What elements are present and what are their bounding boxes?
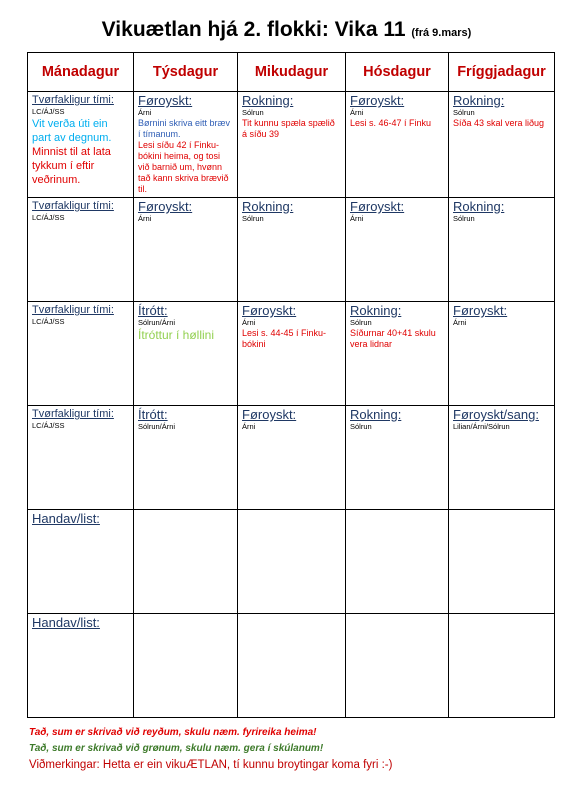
teacher-label: Sólrun: [350, 318, 372, 327]
subject-label: Føroyskt:: [453, 303, 508, 318]
day-header-row: [28, 53, 555, 92]
schedule-cell: [28, 198, 134, 302]
schedule-cell: [28, 302, 134, 406]
note-text: Minnist til at lata tykkum í eftir veðrinum.: [32, 146, 111, 186]
page-title: [0, 18, 573, 42]
teacher-label: Sólrun: [242, 214, 264, 223]
schedule-cell: [449, 92, 555, 198]
subject-label: Ítrótt:: [138, 303, 168, 318]
teacher-label: Árni: [242, 422, 256, 431]
subject-label: Føroyskt:: [138, 199, 193, 214]
teacher-label: Lilian/Árni/Sólrun: [453, 422, 510, 431]
subject-label: Rokning:: [242, 199, 294, 214]
subject-label: Rokning:: [453, 199, 505, 214]
note-text: Lesi s. 46-47 í Finku: [350, 118, 432, 128]
schedule-cell: [134, 92, 238, 198]
day-header: Hósdagur: [346, 53, 449, 92]
teacher-label: Árni: [453, 318, 467, 327]
footer-note-green: Tað, sum er skrivað við grønum, skulu næm. gera í skúlanum!: [29, 743, 324, 754]
schedule-cell: [238, 302, 346, 406]
schedule-cell: [238, 614, 346, 718]
footer-note-red: Tað, sum er skrivað við reyðum, skulu næm. fyrireika heima!: [29, 727, 317, 738]
schedule-cell: [238, 92, 346, 198]
schedule-cell: [346, 406, 449, 510]
subject-label: Rokning:: [350, 407, 402, 422]
day-header: Mánadagur: [28, 53, 134, 92]
schedule-cell: [346, 198, 449, 302]
schedule-row: [28, 92, 555, 198]
subject-label: Rokning:: [453, 93, 505, 108]
schedule-cell: [238, 406, 346, 510]
schedule-cell: [28, 406, 134, 510]
subject-label: Tvørfakligur tími:: [32, 304, 114, 316]
schedule-cell: [134, 406, 238, 510]
schedule-cell: [134, 510, 238, 614]
schedule-cell: [28, 510, 134, 614]
teacher-label: Sólrun/Árni: [138, 318, 176, 327]
day-header: Mikudagur: [238, 53, 346, 92]
note-text: Vit verða úti ein part av degnum.: [32, 118, 112, 144]
note-text: Síðurnar 40+41 skulu vera lidnar: [350, 328, 436, 349]
teacher-label: Árni: [138, 214, 152, 223]
subject-label: Føroyskt/sang:: [453, 407, 539, 422]
title-sub: (frá 9.mars): [411, 27, 472, 39]
subject-label: Tvørfakligur tími:: [32, 200, 114, 212]
teacher-label: Árni: [350, 108, 364, 117]
teacher-label: Árni: [138, 108, 152, 117]
schedule-cell: [449, 614, 555, 718]
day-header: Týsdagur: [134, 53, 238, 92]
schedule-table: [27, 52, 555, 718]
subject-label: Rokning:: [242, 93, 294, 108]
note-text: Ítróttur í høllini: [138, 328, 215, 342]
schedule-cell: [449, 302, 555, 406]
teacher-label: Árni: [242, 318, 256, 327]
teacher-label: Sólrun: [242, 108, 264, 117]
note-text: Tit kunnu spæla spælið á síðu 39: [242, 118, 335, 139]
schedule-cell: [449, 406, 555, 510]
schedule-cell: [134, 614, 238, 718]
teacher-label: LC/ÁJ/SS: [32, 107, 65, 116]
footer-remarks: Viðmerkingar: Hetta er ein vikuÆTLAN, tí kunnu broytingar koma fyri :-): [29, 759, 393, 771]
note-text: Síða 43 skal vera liðug: [453, 118, 545, 128]
schedule-cell: [238, 510, 346, 614]
schedule-cell: [346, 92, 449, 198]
schedule-cell: [134, 302, 238, 406]
note-text: Lesi síðu 42 í Finku-bókini heima, og tosi við barnið um, hvønn tað kann skriva brævið til.: [138, 140, 229, 194]
subject-label: Ítrótt:: [138, 407, 168, 422]
schedule-row: [28, 614, 555, 718]
title-main: Vikuætlan hjá 2. flokki: Vika 11: [101, 18, 406, 41]
teacher-label: Sólrun: [453, 108, 475, 117]
day-header: Fríggjadagur: [449, 53, 555, 92]
schedule-cell: [449, 198, 555, 302]
schedule-row: [28, 302, 555, 406]
subject-label: Rokning:: [350, 303, 402, 318]
schedule-row: [28, 406, 555, 510]
schedule-cell: [346, 510, 449, 614]
note-text: Børnini skriva eitt bræv í tímanum.: [138, 118, 231, 139]
teacher-label: LC/ÁJ/SS: [32, 213, 65, 222]
teacher-label: LC/ÁJ/SS: [32, 421, 65, 430]
schedule-cell: [134, 198, 238, 302]
subject-label: Handav/list:: [32, 615, 100, 630]
schedule-row: [28, 198, 555, 302]
subject-label: Føroyskt:: [350, 199, 405, 214]
schedule-cell: [449, 510, 555, 614]
subject-label: Handav/list:: [32, 511, 100, 526]
subject-label: Tvørfakligur tími:: [32, 94, 114, 106]
subject-label: Føroyskt:: [242, 407, 297, 422]
schedule-cell: [346, 302, 449, 406]
schedule-cell: [238, 198, 346, 302]
teacher-label: Sólrun/Árni: [138, 422, 176, 431]
subject-label: Føroyskt:: [350, 93, 405, 108]
teacher-label: Sólrun: [453, 214, 475, 223]
teacher-label: Sólrun: [350, 422, 372, 431]
schedule-cell: [346, 614, 449, 718]
subject-label: Føroyskt:: [138, 93, 193, 108]
teacher-label: Árni: [350, 214, 364, 223]
schedule-row: [28, 510, 555, 614]
schedule-cell: [28, 614, 134, 718]
schedule-cell: [28, 92, 134, 198]
teacher-label: LC/ÁJ/SS: [32, 317, 65, 326]
subject-label: Føroyskt:: [242, 303, 297, 318]
note-text: Lesi s. 44-45 í Finku-bókini: [242, 328, 327, 349]
subject-label: Tvørfakligur tími:: [32, 408, 114, 420]
